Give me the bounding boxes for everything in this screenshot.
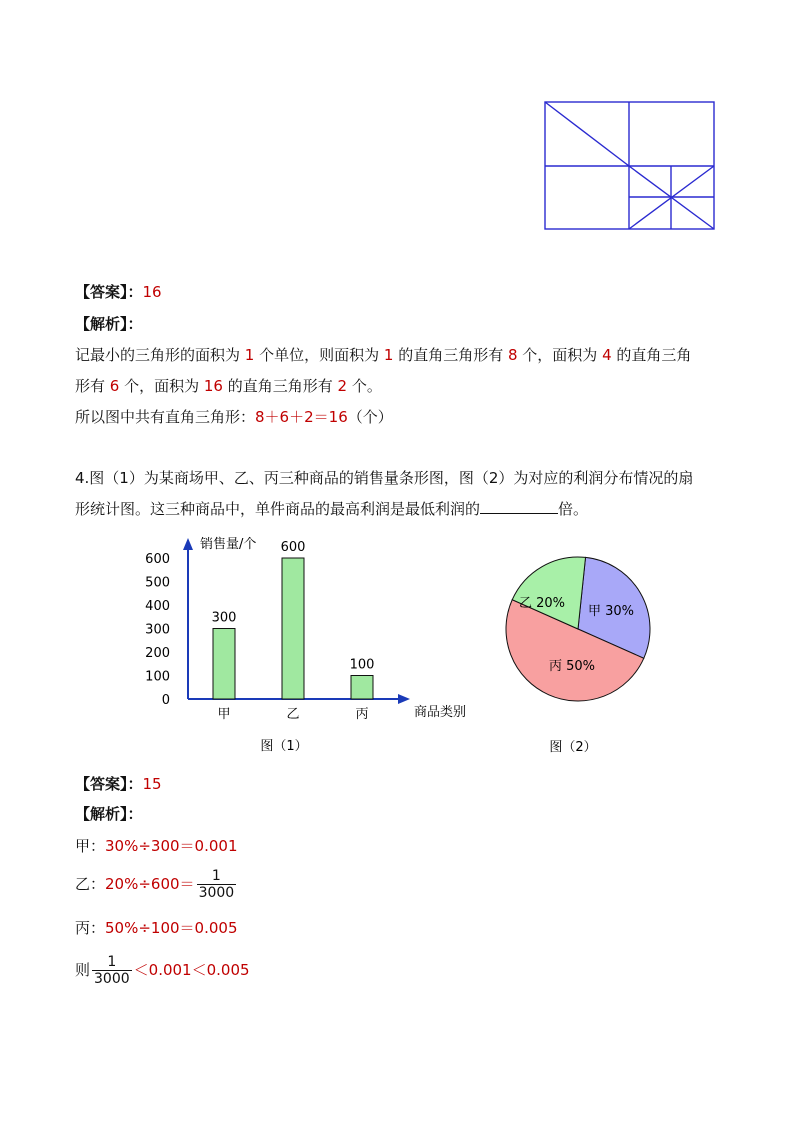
- x-tick-label: 丙: [355, 707, 369, 722]
- slice-label: 丙 50%: [548, 659, 596, 674]
- bar-chart: [140, 532, 467, 757]
- question-4-line-2: [75, 499, 588, 519]
- bar-value-label: 600: [280, 540, 306, 555]
- answer-blank: [480, 499, 558, 514]
- calc-bing-label: 丙：: [75, 919, 106, 937]
- x-axis-arrow: [398, 694, 410, 704]
- analysis-label: 【解析】：: [75, 805, 143, 823]
- question-4-text: 形统计图。这三种商品中，单件商品的最高利润是最低利润的: [75, 500, 481, 518]
- text-run: 记最小的三角形的面积为: [75, 346, 245, 364]
- analysis-line-1: [75, 345, 691, 365]
- calc-jia-label: 甲：: [75, 837, 106, 855]
- highlight-number: 16: [203, 377, 223, 395]
- highlight-number: 2: [337, 377, 348, 395]
- text-run: 的直角三角形有: [393, 346, 508, 364]
- y-axis-label: 销售量/个: [200, 537, 257, 552]
- y-tick-label: 0: [161, 693, 170, 708]
- bar: [282, 558, 304, 699]
- calc-jia: [75, 836, 238, 856]
- calc-bing: [75, 918, 238, 938]
- chart-caption: 图（2）: [549, 740, 597, 755]
- calc-jia-expr: 30%÷300＝0.001: [105, 837, 238, 855]
- text-run: 的直角三角形有: [222, 377, 338, 395]
- fraction-numerator: 1: [92, 954, 132, 971]
- answer-value: 16: [142, 283, 162, 301]
- highlight-number: 6: [109, 377, 120, 395]
- text-run: 个单位，则面积为: [254, 346, 384, 364]
- text-run: 个。: [347, 377, 382, 395]
- calc-ze-label: 则: [75, 961, 91, 979]
- analysis-label: 【解析】：: [75, 315, 143, 333]
- x-tick-label: 乙: [286, 707, 300, 722]
- calc-ze-expr: ＜0.001＜0.005: [133, 961, 250, 979]
- highlight-number: 8＋6＋2＝16: [255, 408, 348, 426]
- calc-yi-expr: 20%÷600＝: [105, 875, 195, 893]
- calc-bing-expr: 50%÷100＝0.005: [105, 919, 238, 937]
- bar-value-label: 100: [349, 657, 375, 673]
- calc-yi: [75, 864, 238, 904]
- highlight-number: 4: [602, 346, 612, 364]
- bar: [351, 676, 373, 700]
- fraction-denominator: 3000: [94, 971, 130, 987]
- bar: [213, 629, 235, 700]
- text-run: 所以图中共有直角三角形：: [75, 408, 256, 426]
- fraction-numerator: 1: [197, 868, 237, 885]
- fraction: [197, 868, 237, 901]
- answer-line-4: [75, 774, 162, 794]
- bar-value-label: 300: [211, 610, 237, 626]
- text-run: 的直角三角: [611, 346, 692, 364]
- y-tick-label: 200: [145, 646, 170, 661]
- question-4-suffix: 倍。: [558, 500, 589, 518]
- analysis-line-2: [75, 376, 382, 396]
- slice-label: 甲 30%: [587, 604, 635, 619]
- calc-yi-label: 乙：: [75, 875, 106, 893]
- x-tick-label: 甲: [217, 707, 231, 722]
- text-run: 个，面积为: [517, 346, 603, 364]
- y-tick-label: 300: [145, 622, 170, 638]
- triangle-figure: [540, 98, 720, 234]
- question-4-line-1: 4.图（1）为某商场甲、乙、丙三种商品的销售量条形图，图（2）为对应的利润分布情况的扇: [75, 469, 694, 487]
- fraction-denominator: 3000: [198, 885, 235, 901]
- text-run: 个，面积为: [119, 377, 204, 395]
- answer-label: 【答案】：: [75, 775, 143, 793]
- highlight-number: 8: [507, 346, 518, 364]
- y-axis-arrow: [183, 538, 193, 550]
- fraction: [92, 954, 132, 987]
- chart-caption: 图（1）: [260, 739, 308, 754]
- highlight-number: 1: [383, 346, 394, 364]
- y-tick-label: 400: [145, 599, 170, 614]
- text-run: 形有: [75, 377, 110, 395]
- calc-compare: [75, 950, 250, 990]
- answer-label: 【答案】：: [75, 283, 143, 301]
- text-run: （个）: [347, 408, 393, 426]
- answer-value: 15: [142, 775, 162, 793]
- highlight-number: 1: [244, 346, 255, 364]
- pie-chart: [495, 548, 665, 763]
- analysis-line-3: [75, 407, 393, 427]
- slice-label: 乙 20%: [518, 596, 566, 611]
- y-tick-label: 100: [145, 669, 170, 685]
- y-tick-label: 500: [145, 575, 170, 591]
- y-tick-label: 600: [145, 552, 170, 567]
- x-axis-label: 商品类别: [414, 705, 467, 720]
- answer-line: [75, 282, 162, 302]
